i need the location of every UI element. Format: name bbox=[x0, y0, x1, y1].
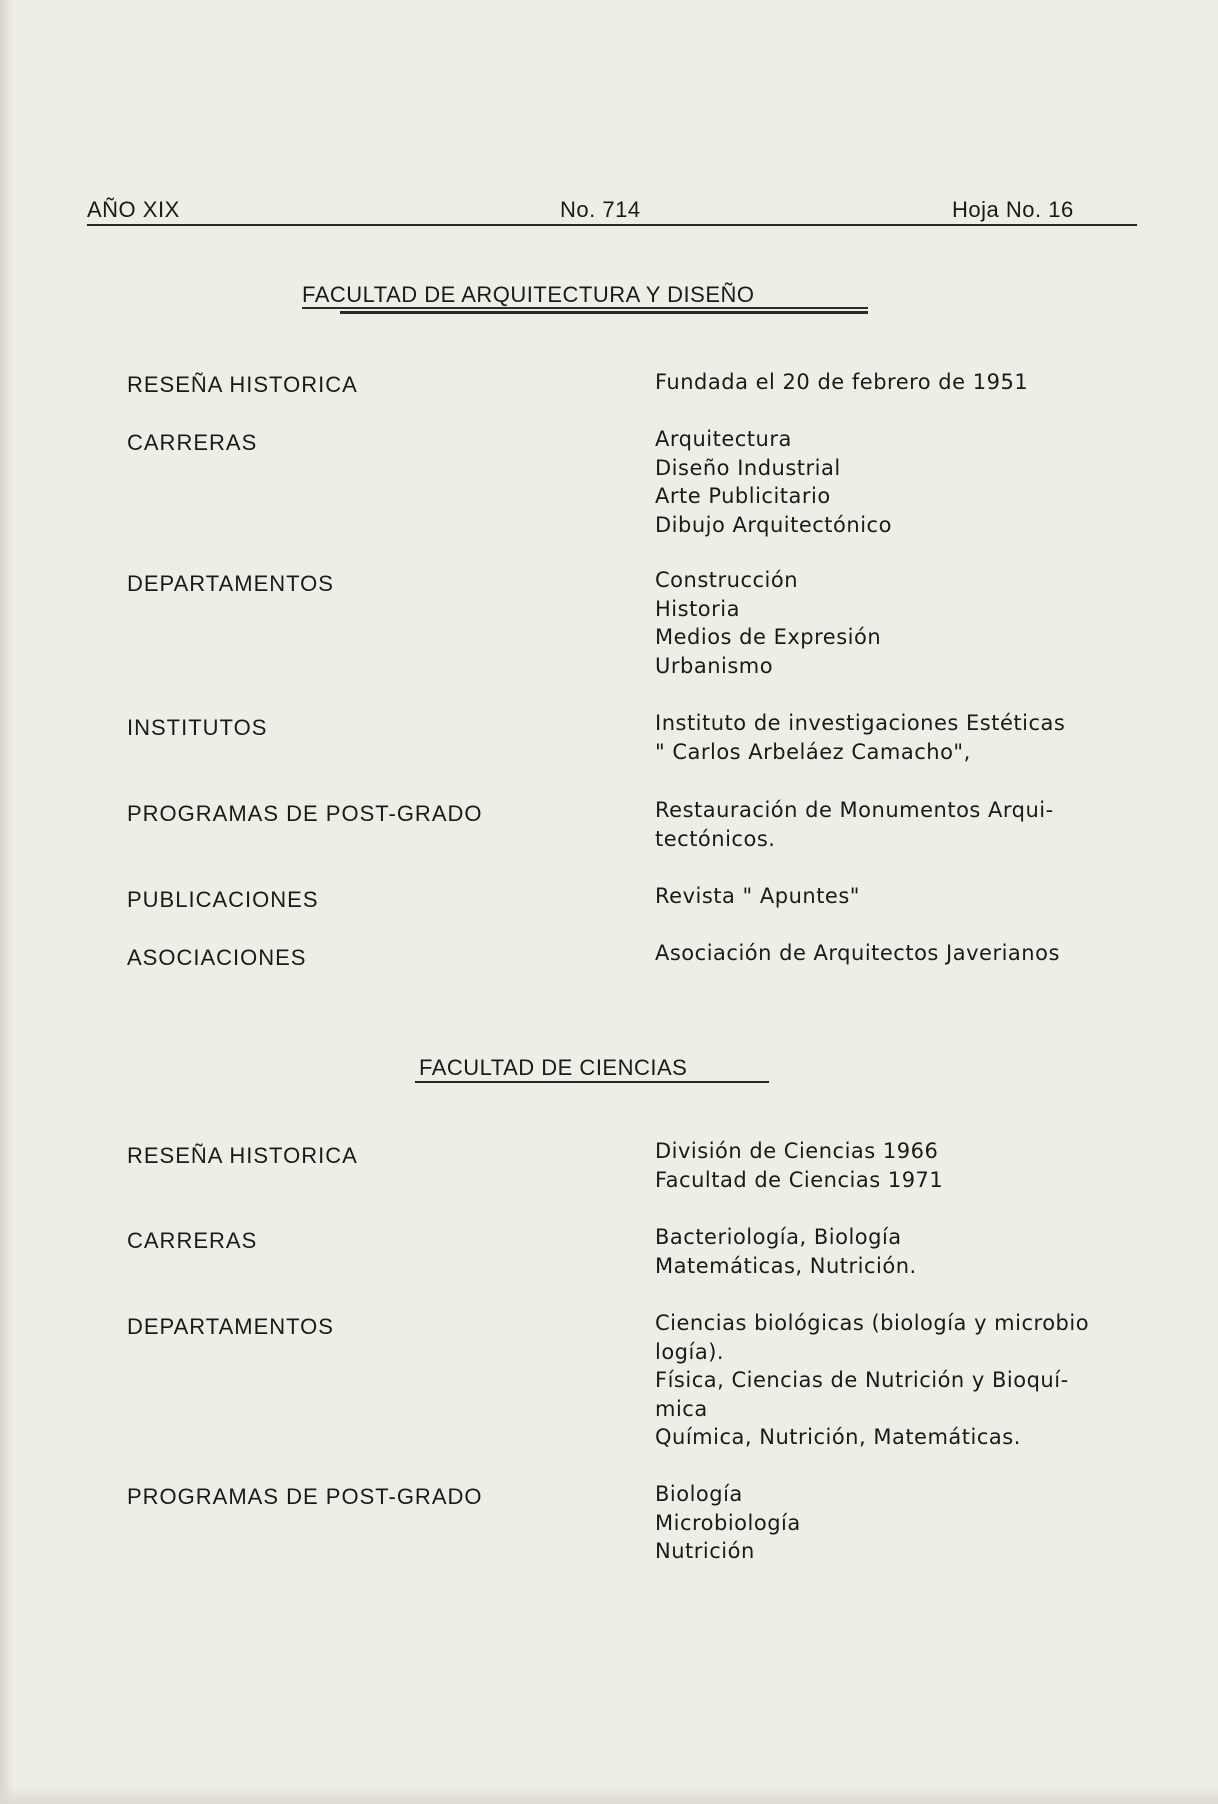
row-value-carreras-ciencias bbox=[655, 1223, 917, 1280]
value-line: mica bbox=[655, 1396, 708, 1421]
page-bottom-edge bbox=[0, 1786, 1218, 1804]
row-value-posgrado-ciencias bbox=[655, 1480, 801, 1566]
row-label-resena: RESEÑA HISTORICA bbox=[127, 372, 358, 397]
row-value-departamentos bbox=[655, 566, 881, 680]
value-line: Diseño Industrial bbox=[655, 455, 841, 480]
section-title-underline bbox=[415, 1081, 769, 1083]
row-value-departamentos-ciencias bbox=[655, 1309, 1089, 1452]
value-line: Arte Publicitario bbox=[655, 484, 831, 508]
value-line: Arquitectura bbox=[655, 427, 792, 451]
row-value-resena-ciencias bbox=[655, 1137, 943, 1194]
header-sheet: Hoja No. 16 bbox=[952, 197, 1074, 222]
row-label-departamentos-ciencias: DEPARTAMENTOS bbox=[127, 1314, 334, 1339]
row-label-resena-ciencias: RESEÑA HISTORICA bbox=[127, 1143, 358, 1168]
value-line: Medios de Expresión bbox=[655, 625, 882, 649]
header-year: AÑO XIX bbox=[87, 197, 180, 222]
value-line: Matemáticas, Nutrición. bbox=[655, 1253, 917, 1278]
row-value-resena bbox=[655, 368, 1028, 397]
value-line: Facultad de Ciencias 1971 bbox=[655, 1167, 944, 1192]
section-title-ciencias: FACULTAD DE CIENCIAS bbox=[419, 1055, 688, 1080]
value-line: Ciencias biológicas (biología y microbio bbox=[655, 1311, 1090, 1335]
value-line: Dibujo Arquitectónico bbox=[655, 512, 892, 537]
row-label-departamentos: DEPARTAMENTOS bbox=[127, 571, 334, 596]
row-label-posgrado-ciencias: PROGRAMAS DE POST-GRADO bbox=[127, 1484, 483, 1509]
value-line: Física, Ciencias de Nutrición y Bioquí- bbox=[655, 1368, 1069, 1392]
value-line: Biología bbox=[655, 1482, 743, 1506]
row-value-institutos bbox=[655, 709, 1065, 766]
value-line: Nutrición bbox=[655, 1539, 755, 1563]
section-title-underline bbox=[302, 307, 868, 309]
value-line: Química, Nutrición, Matemáticas. bbox=[655, 1425, 1021, 1449]
value-line: Revista " Apuntes" bbox=[655, 884, 860, 908]
value-line: Urbanismo bbox=[655, 653, 774, 678]
header-rule bbox=[87, 224, 1137, 226]
section-title-arquitectura: FACULTAD DE ARQUITECTURA Y DISEÑO bbox=[302, 282, 755, 307]
value-line: Fundada el 20 de febrero de 1951 bbox=[655, 370, 1029, 394]
row-value-asociaciones bbox=[655, 939, 1060, 968]
row-label-carreras-ciencias: CARRERAS bbox=[127, 1228, 258, 1253]
row-label-posgrado: PROGRAMAS DE POST-GRADO bbox=[127, 801, 483, 826]
value-line: Asociación de Arquitectos Javerianos bbox=[655, 941, 1060, 965]
value-line: Bacteriología, Biología bbox=[655, 1225, 902, 1249]
row-label-institutos: INSTITUTOS bbox=[127, 715, 268, 740]
row-value-posgrado bbox=[655, 796, 1054, 853]
value-line: Historia bbox=[655, 596, 740, 621]
value-line: División de Ciencias 1966 bbox=[655, 1139, 939, 1163]
value-line: Construcción bbox=[655, 568, 799, 592]
row-label-publicaciones: PUBLICACIONES bbox=[127, 887, 319, 912]
row-label-carreras: CARRERAS bbox=[127, 430, 258, 455]
value-line: Microbiología bbox=[655, 1510, 801, 1535]
value-line: logía). bbox=[655, 1339, 725, 1364]
header-number: No. 714 bbox=[560, 197, 641, 222]
page-edge-shadow bbox=[0, 0, 14, 1804]
row-value-publicaciones bbox=[655, 882, 860, 911]
value-line: " Carlos Arbeláez Camacho", bbox=[655, 739, 971, 764]
row-label-asociaciones: ASOCIACIONES bbox=[127, 945, 307, 970]
value-line: Restauración de Monumentos Arqui- bbox=[655, 798, 1054, 822]
row-value-carreras bbox=[655, 425, 892, 539]
section-title-underline-second bbox=[340, 311, 868, 314]
value-line: tectónicos. bbox=[655, 826, 776, 851]
value-line: Instituto de investigaciones Estéticas bbox=[655, 711, 1066, 735]
